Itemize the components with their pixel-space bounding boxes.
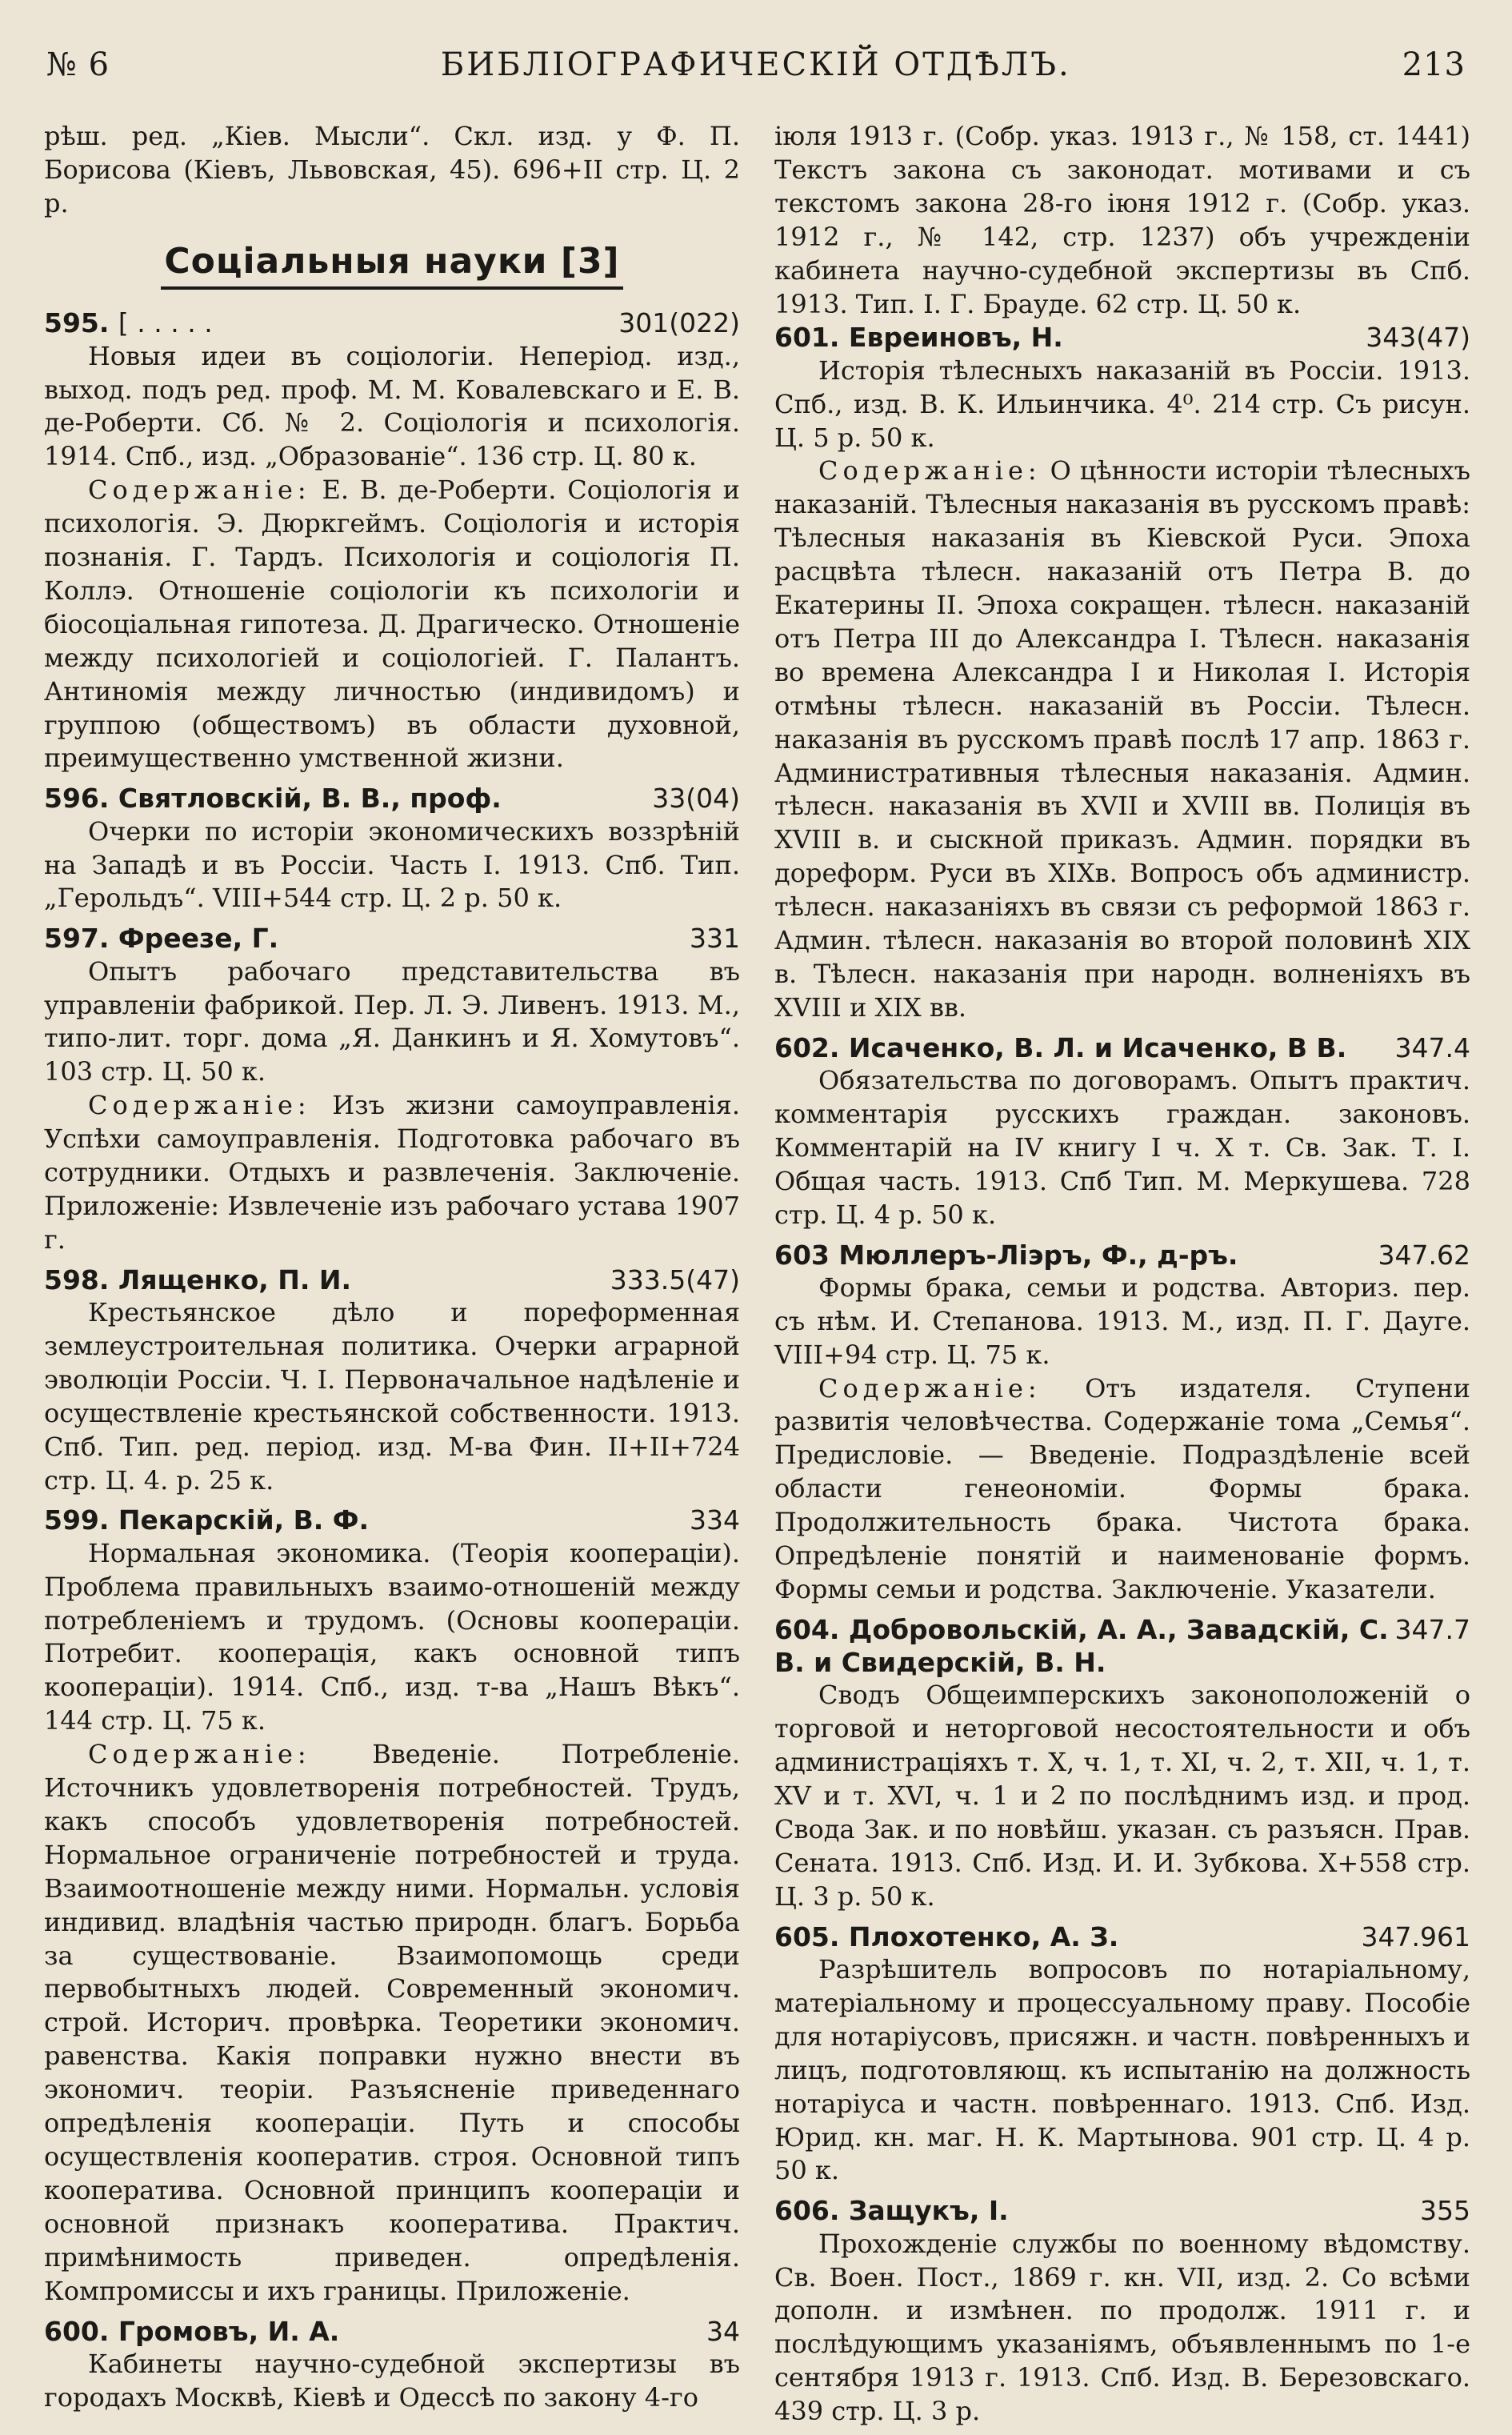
entry-description: Исторія тѣлесныхъ наказаній въ Россіи. 1913. Спб., изд. В. К. Ильинчика. 4⁰. 214 стр. Съ рисун. Ц. 5 р. 50 к. (774, 354, 1470, 453)
entry-602 (774, 1031, 1470, 1232)
entry-number: 596. (44, 783, 110, 815)
classification-code: 333.5(47) (610, 1264, 740, 1296)
entry-number: 598. (44, 1264, 110, 1296)
entry-head (774, 1031, 1470, 1064)
entry-author: Защукъ, I. (848, 2195, 1009, 2227)
entry-600 (44, 2315, 740, 2415)
entry-contents (44, 1089, 740, 1257)
right-column (774, 120, 1470, 2435)
classification-code: 355 (1420, 2195, 1470, 2227)
entry-head (774, 1920, 1470, 1953)
entry-author: Фреезе, Г. (118, 923, 279, 955)
entry-description: Новыя идеи въ соціологіи. Неперіод. изд., выход. подъ ред. проф. М. М. Ковалевскаго и Е. В. де-Роберти. Сб. № 2. Соціологія и психологія. 1914. Спб., изд. „Образованіе“. 136 стр. Ц. 80 к. (44, 340, 740, 472)
entry-author: Исаченко, В. Л. и Исаченко, В В. (848, 1031, 1347, 1063)
entry-contents (774, 455, 1470, 1024)
entry-contents (44, 474, 740, 775)
entry-description: Сводъ Общеимперскихъ законоположеній о торговой и неторговой несостоятельности и объ администраціяхъ т. X, ч. 1, т. XI, ч. 2, т. XII, ч. 1, т. XV и т. XVI, ч. 1 и 2 по послѣднимъ изд. и прод. Свода Зак. и по новѣйш. указан. съ разъясн. Прав. Сената. 1913. Спб. Изд. И. И. Зубкова. X+558 стр. Ц. 3 р. 50 к. (774, 1680, 1470, 1912)
entry-head (44, 1504, 740, 1536)
entry-number: 600. (44, 2315, 110, 2347)
running-title: БИБЛІОГРАФИЧЕСКІЙ ОТДѢЛЪ. (440, 46, 1071, 83)
entry-description: Обязательства по договорамъ. Опытъ практич. комментарія русскихъ граждан. законовъ. Комментарій на IV книгу I ч. X т. Св. Зак. Т. I. Общая часть. 1913. Спб Тип. М. Меркушева. 728 стр. Ц. 4 р. 50 к. (774, 1065, 1470, 1230)
entry-head (44, 782, 740, 815)
contents-text: О цѣнности исторіи тѣлесныхъ наказаній. Тѣлесныя наказанія въ русскомъ правѣ: Тѣлесныя наказанія въ Кіевской Руси. Эпоха расцвѣта тѣлесн. наказаній отъ Петра В. до Екатерины II. Эпоха сокращен. тѣлесн. наказаній отъ Петра III до Александра I. Тѣлесн. наказанія во времена Александра I и Николая I. Исторія отмѣны тѣлесн. наказаній въ Россіи. Тѣлесн. наказанія въ русскомъ правѣ послѣ 17 апр. 1863 г. Административныя тѣлесныя наказанія. Админ. тѣлесн. наказанія въ XVII и XVIII вв. Полиція въ XVIII в. и сыскной приказъ. Админ. порядки въ дореформ. Руси въ XIXв. Вопросъ объ администр. тѣлесн. наказаніяхъ въ связи съ реформой 1863 г. Админ. тѣлесн. наказанія во второй половинѣ XIX в. Тѣлесн. наказанія при народн. волненіяхъ въ XVIII и XIX вв. (774, 455, 1470, 1023)
entry-description: Разрѣшитель вопросовъ по нотаріальному, матеріальному и процессуальному праву. Пособіе для нотаріусовъ, присяжн. и частн. повѣренныхъ и лицъ, подготовляющ. къ испытанію на должность нотаріуса и частн. повѣреннаго. 1913. Спб. Изд. Юрид. кн. маг. Н. К. Мартынова. 901 стр. Ц. 4 р. 50 к. (774, 1954, 1470, 2186)
entry-number: 604. (774, 1613, 840, 1645)
classification-code: 331 (690, 923, 740, 955)
entry-596 (44, 782, 740, 915)
entry-604 (774, 1613, 1470, 1914)
classification-code: 347.4 (1394, 1031, 1470, 1063)
entry-number: 601. (774, 322, 840, 354)
classification-code: 301(022) (618, 307, 740, 339)
entry-author: Пекарскій, В. Ф. (118, 1504, 370, 1536)
entry-number: 599. (44, 1504, 110, 1536)
entry-601 (774, 321, 1470, 1024)
entry-head (774, 321, 1470, 354)
entry-599 (44, 1504, 740, 2308)
entry-author: Добровольскій, А. А., Завадскій, С. В. и Свидерскій, В. Н. (774, 1613, 1389, 1679)
contents-text: Изъ жизни самоуправленія. Успѣхи самоуправленія. Подготовка рабочаго въ сотрудники. Отдыхъ и развлеченія. Заключеніе. Приложеніе: Извлеченіе изъ рабочаго устава 1907 г. (44, 1090, 740, 1255)
contents-text: Отъ издателя. Ступени развитія человѣчества. Содержаніе тома „Семья“. Предисловіе. — Введеніе. Подраздѣленіе всей области генеономіи. Формы брака. Продолжительность брака. Чистота брака. Опредѣленіе понятій и наименованіе формъ. Формы семьи и родства. Заключеніе. Указатели. (774, 1372, 1470, 1604)
entry-author: [ . . . . . (118, 307, 213, 339)
entry-603 (774, 1239, 1470, 1607)
entry-head (774, 2194, 1470, 2227)
section-title: Соціальныя науки [3] (44, 238, 740, 285)
entry-605 (774, 1920, 1470, 2189)
classification-code: 347.7 (1394, 1613, 1470, 1645)
entry-description: Формы брака, семьи и родства. Авториз. пер. съ нѣм. И. Степанова. 1913. М., изд. П. Г. Дауге. VIII+94 стр. Ц. 75 к. (774, 1272, 1470, 1370)
page-header (46, 46, 1466, 94)
entry-description: Очерки по исторіи экономическихъ воззрѣній на Западѣ и въ Россіи. Часть I. 1913. Спб. Тип. „Герольдъ“. VIII+544 стр. Ц. 2 р. 50 к. (44, 815, 740, 914)
entry-606 (774, 2194, 1470, 2429)
entry-head (44, 2315, 740, 2348)
classification-code: 347.62 (1378, 1239, 1470, 1271)
entry-number: 602. (774, 1031, 840, 1063)
entry-head (774, 1613, 1470, 1680)
entry-head (44, 1264, 740, 1296)
left-column (44, 120, 740, 2421)
entry-number: 605. (774, 1920, 840, 1952)
contents-label: Содержаніе: (818, 1372, 1042, 1404)
contents-label: Содержаніе: (88, 1090, 311, 1121)
entry-number: 595. (44, 307, 110, 339)
entry-head (44, 922, 740, 955)
entry-description: Крестьянское дѣло и пореформенная землеустроительная политика. Очерки аграрной эволюціи Россіи. Ч. I. Первоначальное надѣленіе и осуществленіе крестьянской собственности. 1913. Спб. Тип. ред. період. изд. М-ва Фин. II+II+724 стр. Ц. 4. р. 25 к. (44, 1297, 740, 1496)
entry-author: Святловскій, В. В., проф. (118, 783, 502, 815)
entry-head (44, 306, 740, 339)
entry-author: Евреиновъ, Н. (848, 322, 1063, 354)
page-number: 213 (1402, 46, 1466, 83)
entry-author: Мюллеръ-Лiэръ, Ф., д-ръ. (838, 1239, 1238, 1271)
entry-description: Кабинеты научно-судебной экспертизы въ городахъ Москвѣ, Кіевѣ и Одессѣ по закону 4-го (44, 2348, 740, 2413)
entry-contents (774, 1372, 1470, 1607)
entry-description: Прохожденіе службы по военному вѣдомству. Св. Воен. Пост., 1869 г. кн. VII, изд. 2. Со всѣми дополн. и измѣнен. по продолж. 1911 г. и послѣдующимъ указаніямъ, объявленнымъ по 1-е сентября 1913 г. 1913. Спб. Изд. В. Березовскаго. 439 стр. Ц. 3 р. (774, 2228, 1470, 2427)
entry-description: Нормальная экономика. (Теорія коопераціи). Проблема правильныхъ взаимо-отношеній между потребленіемъ и трудомъ. (Основы коопераціи. Потребит. кооперація, какъ основной типъ коопераціи). 1914. Спб., изд. т-ва „Нашъ Вѣкъ“. 144 стр. Ц. 75 к. (44, 1537, 740, 1736)
entry-author: Плохотенко, А. З. (848, 1920, 1119, 1952)
entry-number: 603 (774, 1239, 830, 1271)
continuation-text: іюля 1913 г. (Собр. указ. 1913 г., № 158, ст. 1441) Текстъ закона съ законодат. мотивами и съ текстомъ закона 28-го іюня 1912 г. (Собр. указ. 1912 г., № 142, стр. 1237) объ учрежденіи кабинета научно-судебной экспертизы въ Спб. 1913. Тип. I. Г. Брауде. 62 стр. Ц. 50 к. (774, 121, 1470, 319)
contents-label: Содержаніе: (88, 475, 311, 506)
entry-author: Лященко, П. И. (118, 1264, 352, 1296)
entry-597 (44, 922, 740, 1256)
classification-code: 34 (706, 2315, 740, 2347)
entry-595 (44, 306, 740, 775)
entry-598 (44, 1264, 740, 1498)
entry-contents (44, 1738, 740, 2308)
entry-number: 597. (44, 923, 110, 955)
continuation-text: рѣш. ред. „Кіев. Мысли“. Скл. изд. у Ф. П. Борисова (Кіевъ, Львовская, 45). 696+II стр. Ц. 2 р. (44, 121, 740, 218)
entry-head (774, 1239, 1470, 1272)
contents-text: Е. В. де-Роберти. Соціологія и психологія. Э. Дюркгеймъ. Соціологія и исторія познанія. Г. Тардъ. Психологія и соціологія П. Коллэ. Отношеніе соціологіи къ психологіи и біосоціальная гипотеза. Д. Драгическо. Отношеніе между психологіей и соціологіей. Г. Палантъ. Антиномія между личностью (индивидомъ) и группою (обществомъ) въ области духовной, преимущественно умственной жизни. (44, 475, 740, 774)
classification-code: 347.961 (1361, 1920, 1470, 1952)
contents-label: Содержаніе: (88, 1739, 311, 1770)
contents-label: Содержаніе: (818, 455, 1042, 487)
issue-number: № 6 (46, 46, 110, 83)
entry-number: 606. (774, 2195, 840, 2227)
classification-code: 343(47) (1366, 322, 1470, 354)
contents-text: Введеніе. Потребленіе. Источникъ удовлетворенія потребностей. Трудъ, какъ способъ удовлетворенія потребностей. Нормальное ограниченіе потребностей и труда. Взаимоотношеніе между ними. Нормальн. условія индивид. владѣнія частью природн. благъ. Борьба за существованіе. Взаимопомощь среди первобытныхъ людей. Современный экономич. строй. Историч. провѣрка. Теоретики экономич. равенства. Какія поправки нужно внести въ экономич. теоріи. Разъясненіе приведеннаго опредѣленія коопераціи. Путь и способы осуществленія кооператив. строя. Основной типъ кооператива. Основной принципъ коопераціи и основной признакъ кооператива. Практич. примѣнимость приведен. опредѣленія. Компромиссы и ихъ границы. Приложеніе. (44, 1739, 740, 2306)
classification-code: 33(04) (652, 783, 740, 815)
entry-description: Опытъ рабочаго представительства въ управленіи фабрикой. Пер. Л. Э. Ливенъ. 1913. М., типо-лит. торг. дома „Я. Данкинъ и Я. Хомутовъ“. 103 стр. Ц. 50 к. (44, 955, 740, 1087)
classification-code: 334 (690, 1504, 740, 1536)
entry-author: Громовъ, И. А. (118, 2315, 340, 2347)
